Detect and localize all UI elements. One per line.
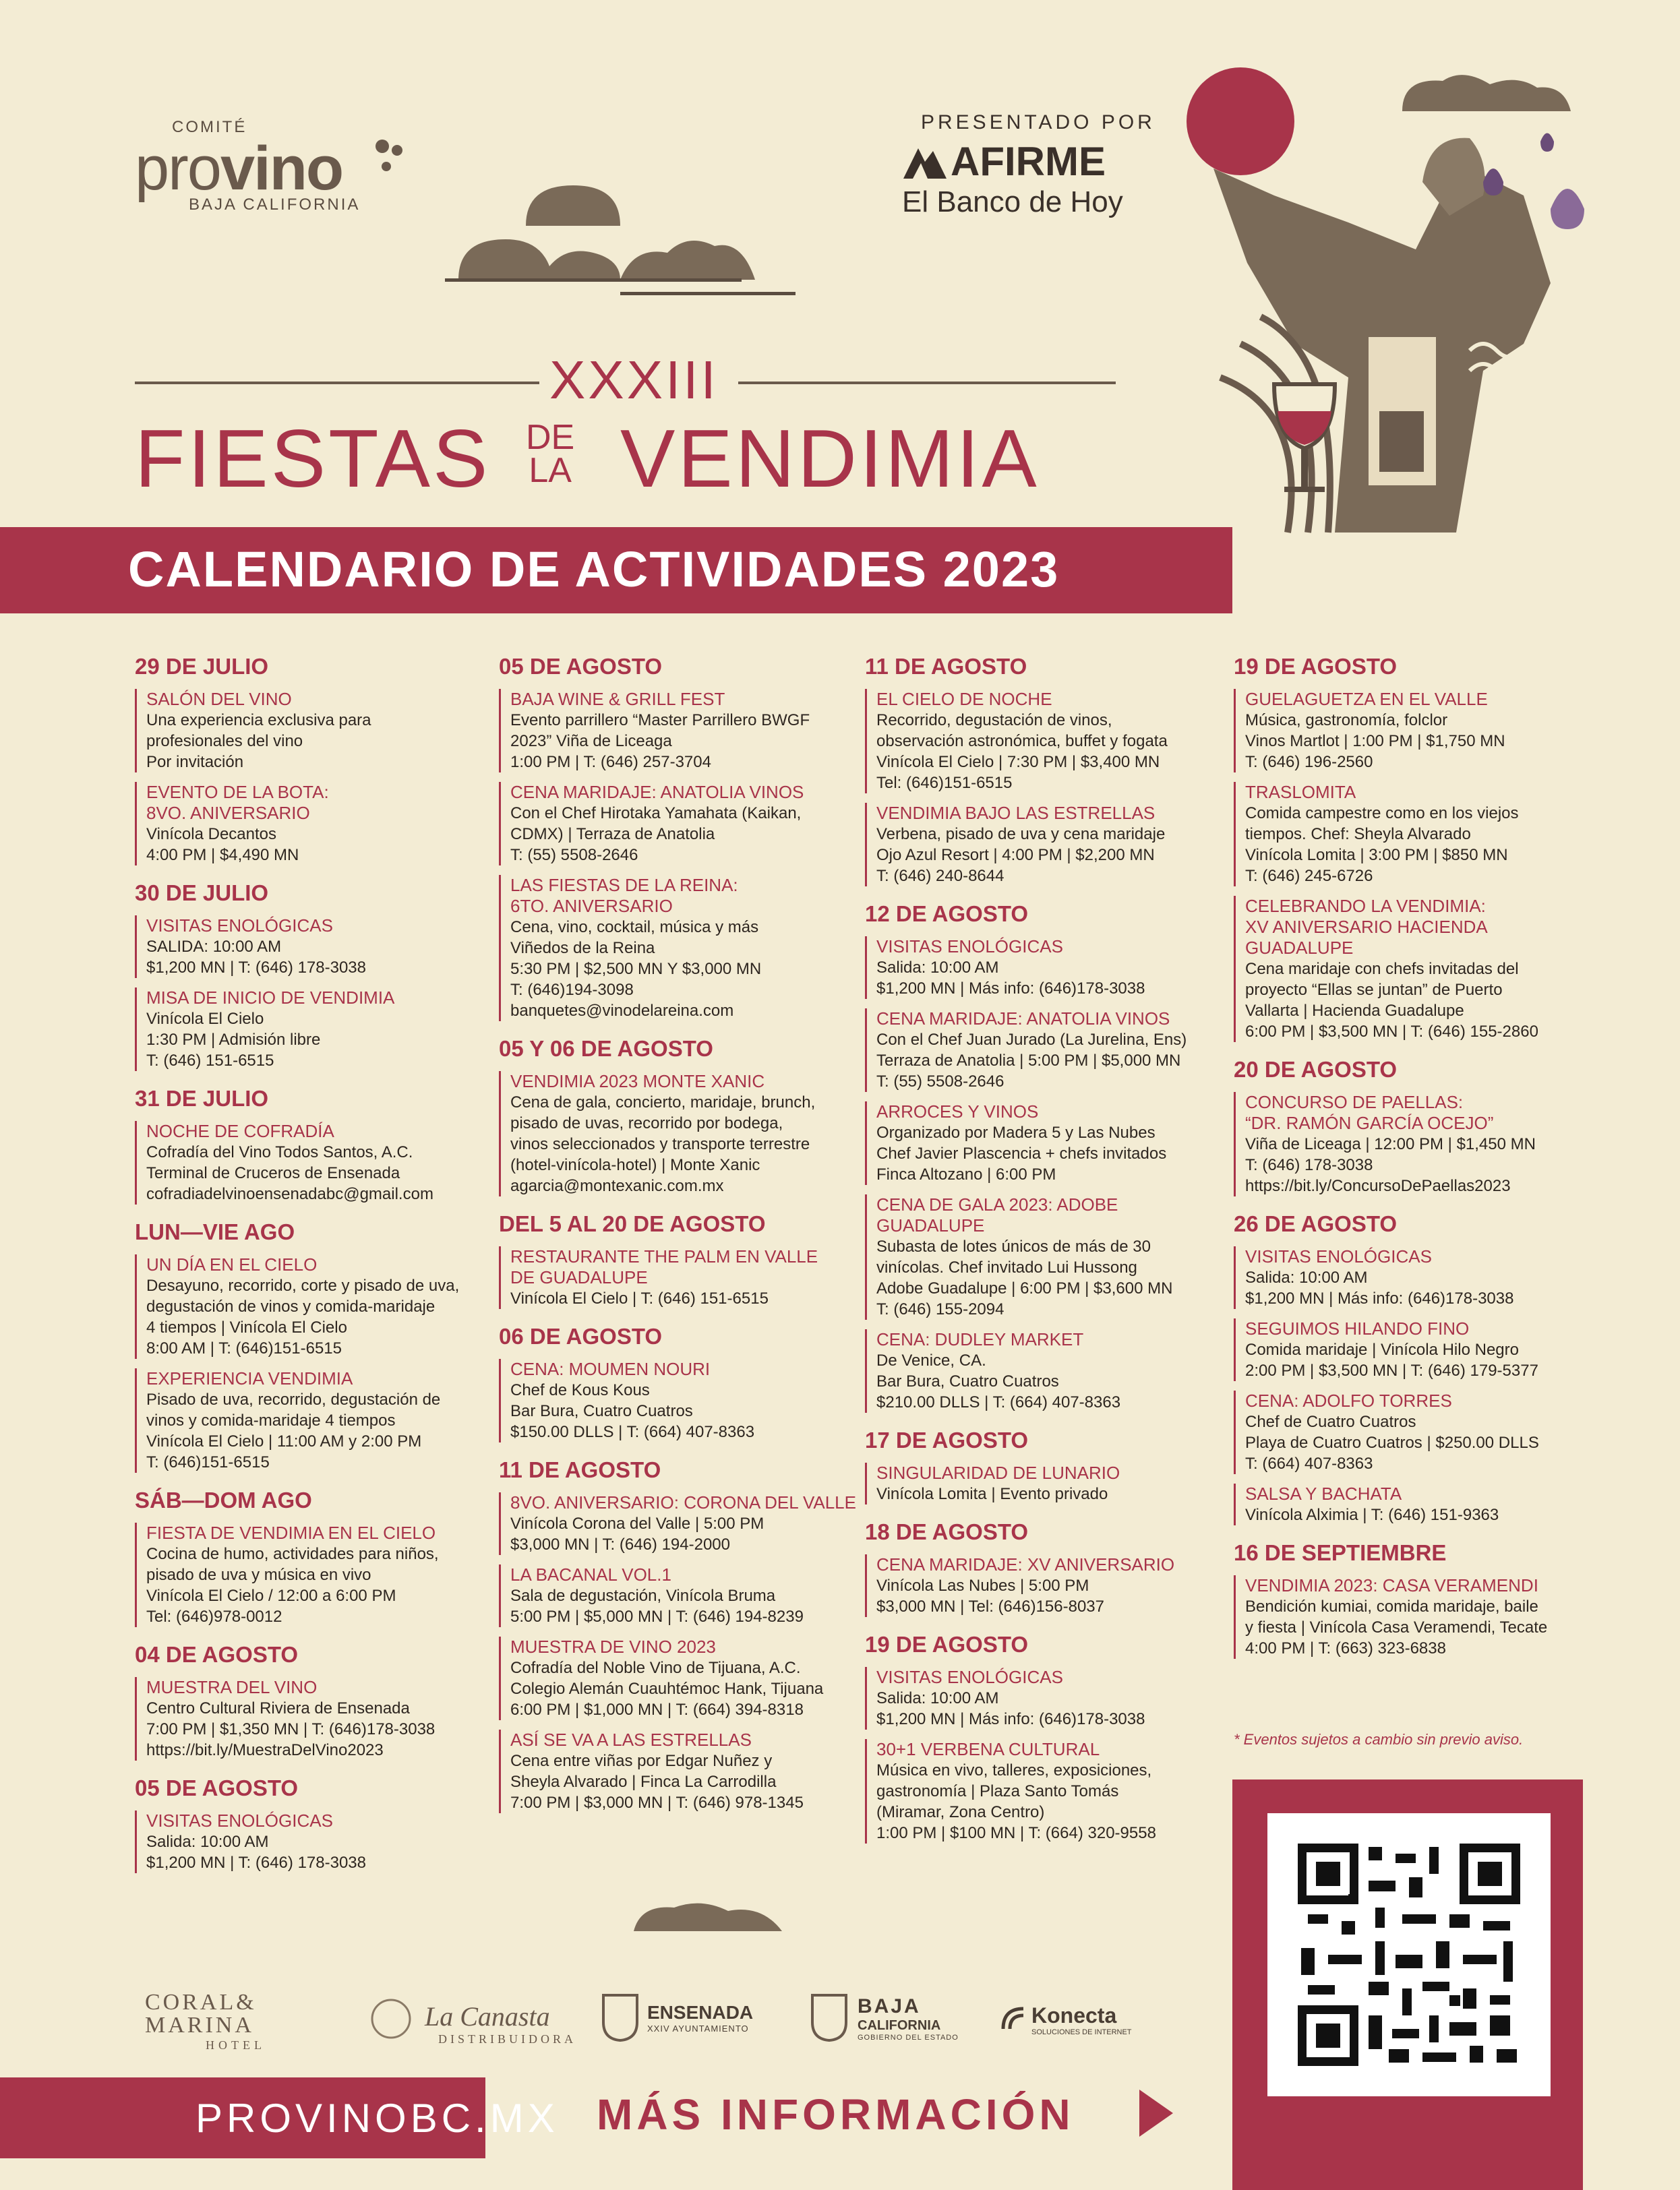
event-detail: Tel: (646)978-0012 — [146, 1608, 282, 1626]
event-detail: CDMX) | Terraza de Anatolia — [510, 825, 715, 843]
event-detail: Adobe Guadalupe | 6:00 PM | $3,600 MN — [876, 1279, 1173, 1298]
event-title: MISA DE INICIO DE VENDIMIA — [146, 987, 395, 1008]
event-item — [865, 1101, 1229, 1185]
event-item — [865, 803, 1229, 886]
event-detail: cofradiadelvinoensenadabc@gmail.com — [146, 1185, 433, 1203]
wine-figure-illustration — [1173, 61, 1604, 546]
event-detail: vinícolas. Chef invitado Lui Hussong — [876, 1258, 1137, 1277]
event-detail: T: (646) 151-6515 — [146, 1052, 274, 1070]
date-heading: 31 DE JULIO — [135, 1086, 269, 1111]
event-detail: Salida: 10:00 AM — [876, 959, 999, 977]
date-heading: 30 DE JULIO — [135, 880, 269, 905]
event-title: BAJA WINE & GRILL FEST — [510, 689, 725, 709]
calendar-column-4 — [1234, 654, 1598, 1674]
sponsor-marina-text: MARINA — [145, 2013, 254, 2038]
event-item — [499, 1564, 863, 1627]
date-block — [865, 901, 1229, 1413]
event-item — [1234, 1391, 1598, 1474]
event-title: DE GUADALUPE — [510, 1267, 648, 1287]
event-detail: Comida maridaje | Vinícola Hilo Negro — [1245, 1341, 1519, 1359]
date-heading: 11 DE AGOSTO — [865, 654, 1027, 679]
event-detail: Finca Altozano | 6:00 PM — [876, 1165, 1056, 1184]
sponsor-konecta-text: Konecta — [1031, 2003, 1117, 2028]
sponsor-coral-marina — [145, 1990, 266, 2052]
event-item — [1234, 1318, 1598, 1381]
event-item — [1234, 689, 1598, 772]
sponsor-baja-california — [858, 1995, 959, 2042]
event-detail: $1,200 MN | Más info: (646)178-3038 — [1245, 1289, 1514, 1308]
calendar-banner-title: CALENDARIO DE ACTIVIDADES 2023 — [128, 541, 1060, 597]
event-item — [865, 1329, 1229, 1413]
event-detail: Salida: 10:00 AM — [876, 1689, 999, 1707]
website-link[interactable]: PROVINOBC.MX — [196, 2096, 559, 2141]
sponsor-coral-text: CORAL& — [145, 1990, 257, 2015]
event-detail: Pisado de uva, recorrido, degustación de — [146, 1391, 441, 1409]
event-item — [865, 1739, 1229, 1844]
event-detail: Verbena, pisado de uva y cena maridaje — [876, 825, 1166, 843]
date-heading: 06 DE AGOSTO — [499, 1324, 663, 1349]
event-item — [499, 1246, 863, 1309]
event-detail: banquetes@vinodelareina.com — [510, 1002, 734, 1020]
event-detail: Bar Bura, Cuatro Cuatros — [510, 1402, 693, 1420]
event-detail: Por invitación — [146, 753, 244, 771]
event-title: SALSA Y BACHATA — [1245, 1484, 1402, 1504]
event-detail: Ojo Azul Resort | 4:00 PM | $2,200 MN — [876, 846, 1155, 864]
event-detail: Vinícola Alximia | T: (646) 151-9363 — [1245, 1506, 1499, 1524]
baja-california-label: BAJA CALIFORNIA — [189, 195, 361, 214]
date-block — [135, 1219, 499, 1473]
event-title: GUADALUPE — [876, 1215, 985, 1236]
event-detail: $150.00 DLLS | T: (664) 407-8363 — [510, 1423, 755, 1441]
event-detail: Bendición kumiai, comida maridaje, baile — [1245, 1598, 1538, 1616]
event-item — [135, 1121, 499, 1205]
event-title: VISITAS ENOLÓGICAS — [146, 1811, 333, 1831]
event-item — [499, 1637, 863, 1720]
event-item — [499, 1071, 863, 1196]
event-detail: https://bit.ly/ConcursoDePaellas2023 — [1245, 1177, 1511, 1195]
event-detail: Comida campestre como en los viejos — [1245, 804, 1519, 822]
date-heading: 16 DE SEPTIEMBRE — [1234, 1540, 1447, 1565]
event-detail: Salida: 10:00 AM — [146, 1833, 269, 1851]
event-detail: 7:00 PM | $3,000 MN | T: (646) 978-1345 — [510, 1794, 804, 1812]
event-title: CONCURSO DE PAELLAS: — [1245, 1092, 1464, 1112]
date-block — [135, 654, 499, 865]
event-detail: Sheyla Alvarado | Finca La Carrodilla — [510, 1773, 777, 1791]
event-title: 8VO. ANIVERSARIO — [146, 803, 310, 823]
title-la: LA — [529, 451, 572, 491]
sponsor-gobierno-text: GOBIERNO DEL ESTADO — [858, 2034, 959, 2042]
event-detail: 4:00 PM | $4,490 MN — [146, 846, 299, 864]
calendar-column-1 — [135, 654, 499, 1888]
event-detail: T: (646) 240-8644 — [876, 867, 1004, 885]
event-item — [865, 1554, 1229, 1617]
event-detail: agarcia@montexanic.com.mx — [510, 1177, 724, 1195]
event-title: VISITAS ENOLÓGICAS — [876, 1667, 1063, 1687]
date-block — [135, 1488, 499, 1627]
event-detail: degustación de vinos y comida-maridaje — [146, 1298, 436, 1316]
provino-logo-a: pro — [135, 134, 220, 203]
event-detail: 2:00 PM | $3,500 MN | T: (646) 179-5377 — [1245, 1362, 1538, 1380]
date-block — [499, 1211, 863, 1309]
event-detail: Vallarta | Hacienda Guadalupe — [1245, 1002, 1464, 1020]
event-detail: $1,200 MN | T: (646) 178-3038 — [146, 959, 366, 977]
event-detail: tiempos. Chef: Sheyla Alvarado — [1245, 825, 1471, 843]
event-detail: Cena maridaje con chefs invitadas del — [1245, 960, 1519, 978]
date-heading: 04 DE AGOSTO — [135, 1642, 299, 1667]
event-title: 6TO. ANIVERSARIO — [510, 896, 673, 916]
event-detail: Colegio Alemán Cuauhtémoc Hank, Tijuana — [510, 1680, 824, 1698]
date-block — [499, 1036, 863, 1196]
sponsor-ayuntamiento-text: XXIV AYUNTAMIENTO — [647, 2024, 749, 2034]
event-detail: Chef Javier Plascencia + chefs invitados — [876, 1145, 1167, 1163]
event-item — [499, 1359, 863, 1442]
event-title: XV ANIVERSARIO HACIENDA GUADALUPE — [1245, 917, 1487, 958]
afirme-logo: AFIRME — [951, 139, 1106, 184]
event-detail: Centro Cultural Riviera de Ensenada — [146, 1699, 410, 1717]
event-detail: gastronomía | Plaza Santo Tomás — [876, 1782, 1119, 1800]
event-detail: Chef de Cuatro Cuatros — [1245, 1413, 1416, 1431]
event-detail: $210.00 DLLS | T: (664) 407-8363 — [876, 1393, 1121, 1411]
qr-code[interactable] — [1267, 1813, 1551, 2096]
event-detail: Cena entre viñas por Edgar Nuñez y — [510, 1752, 773, 1770]
event-title: EXPERIENCIA VENDIMIA — [146, 1368, 353, 1389]
event-detail: T: (55) 5508-2646 — [510, 846, 638, 864]
title-de: DE — [526, 418, 575, 457]
event-detail: Terminal de Cruceros de Ensenada — [146, 1164, 400, 1182]
event-title: SALÓN DEL VINO — [146, 689, 292, 709]
event-detail: Vinícola Las Nubes | 5:00 PM — [876, 1577, 1089, 1595]
event-title: ASÍ SE VA A LAS ESTRELLAS — [510, 1730, 752, 1750]
event-item — [135, 1254, 499, 1359]
date-heading: SÁB—DOM AGO — [135, 1488, 312, 1513]
event-detail: 5:00 PM | $5,000 MN | T: (646) 194-8239 — [510, 1608, 804, 1626]
event-title: CELEBRANDO LA VENDIMIA: — [1245, 896, 1486, 916]
event-detail: 1:00 PM | T: (646) 257-3704 — [510, 753, 711, 771]
event-title: CENA: ADOLFO TORRES — [1245, 1391, 1452, 1411]
event-detail: Vinícola Lomita | Evento privado — [876, 1485, 1108, 1503]
event-detail: Música, gastronomía, folclor — [1245, 711, 1448, 729]
event-title: EVENTO DE LA BOTA: — [146, 782, 329, 802]
event-title: LAS FIESTAS DE LA REINA: — [510, 875, 738, 895]
event-detail: T: (55) 5508-2646 — [876, 1072, 1004, 1091]
sponsor-california-text: CALIFORNIA — [858, 2018, 941, 2033]
event-detail: T: (646) 155-2094 — [876, 1300, 1004, 1318]
event-detail: Vinícola El Cielo | 7:30 PM | $3,400 MN — [876, 753, 1160, 771]
event-detail: 6:00 PM | $1,000 MN | T: (664) 394-8318 — [510, 1701, 804, 1719]
event-title: CENA DE GALA 2023: ADOBE — [876, 1194, 1118, 1215]
date-heading: 12 DE AGOSTO — [865, 901, 1029, 926]
event-title: VENDIMIA 2023 MONTE XANIC — [510, 1071, 765, 1091]
event-detail: Con el Chef Hirotaka Yamahata (Kaikan, — [510, 804, 802, 822]
event-item — [865, 936, 1229, 999]
event-detail: 6:00 PM | $3,500 MN | T: (646) 155-2860 — [1245, 1023, 1538, 1041]
presentado-por-label: PRESENTADO POR — [921, 111, 1156, 133]
event-title: TRASLOMITA — [1245, 782, 1356, 802]
event-detail: Vinícola Decantos — [146, 825, 277, 843]
sponsor-la-canasta — [425, 2001, 576, 2046]
event-detail: Subasta de lotes únicos de más de 30 — [876, 1238, 1151, 1256]
date-block — [499, 654, 863, 1021]
event-item — [499, 689, 863, 772]
event-title: 8VO. ANIVERSARIO: CORONA DEL VALLE — [510, 1492, 856, 1513]
event-detail: Vinícola Corona del Valle | 5:00 PM — [510, 1515, 764, 1533]
event-detail: Cofradía del Vino Todos Santos, A.C. — [146, 1143, 413, 1161]
event-item — [1234, 1575, 1598, 1659]
event-item — [865, 1194, 1229, 1320]
calendar-banner — [0, 527, 1232, 613]
website-bar[interactable] — [0, 2077, 559, 2158]
event-item — [1234, 1092, 1598, 1196]
event-title: MUESTRA DEL VINO — [146, 1677, 318, 1697]
event-detail: Viña de Liceaga | 12:00 PM | $1,450 MN — [1245, 1135, 1536, 1153]
event-detail: T: (646)151-6515 — [146, 1453, 270, 1471]
event-detail: Tel: (646)151-6515 — [876, 774, 1013, 792]
sponsor-konecta-sub: SOLUCIONES DE INTERNET — [1031, 2028, 1132, 2036]
event-detail: observación astronómica, buffet y fogata — [876, 732, 1168, 750]
event-detail: 4:00 PM | T: (663) 323-6838 — [1245, 1639, 1446, 1657]
event-item — [135, 915, 499, 978]
event-detail: (Miramar, Zona Centro) — [876, 1803, 1045, 1821]
event-item — [1234, 1246, 1598, 1309]
event-detail: Una experiencia exclusiva para — [146, 711, 371, 729]
event-detail: 1:30 PM | Admisión libre — [146, 1031, 321, 1049]
event-detail: T: (646) 245-6726 — [1245, 867, 1373, 885]
event-title: EL CIELO DE NOCHE — [876, 689, 1052, 709]
event-detail: vinos seleccionados y transporte terrestre — [510, 1135, 810, 1153]
event-title: VENDIMIA 2023: CASA VERAMENDI — [1245, 1575, 1538, 1595]
event-item — [865, 1667, 1229, 1730]
event-detail: Vinícola Lomita | 3:00 PM | $850 MN — [1245, 846, 1508, 864]
event-detail: T: (646) 178-3038 — [1245, 1156, 1373, 1174]
event-item — [135, 1523, 499, 1627]
event-title: CENA MARIDAJE: ANATOLIA VINOS — [510, 782, 804, 802]
date-heading: 19 DE AGOSTO — [865, 1632, 1029, 1657]
sponsor-distribuidora-text: DISTRIBUIDORA — [438, 2032, 577, 2046]
event-title: FIESTA DE VENDIMIA EN EL CIELO — [146, 1523, 436, 1543]
date-block — [1234, 1540, 1598, 1659]
event-title: GUELAGUETZA EN EL VALLE — [1245, 689, 1488, 709]
event-title: 30+1 VERBENA CULTURAL — [876, 1739, 1100, 1759]
event-item — [135, 1677, 499, 1761]
date-block — [865, 1428, 1229, 1504]
ensenada-shield-icon — [600, 1992, 640, 2042]
event-detail: Desayuno, recorrido, corte y pisado de uva, — [146, 1277, 460, 1295]
wood-cloud-small-illustration — [620, 1901, 809, 1935]
event-item — [135, 689, 499, 772]
event-detail: https://bit.ly/MuestraDelVino2023 — [146, 1741, 384, 1759]
date-block — [865, 1519, 1229, 1617]
event-detail: $1,200 MN | T: (646) 178-3038 — [146, 1854, 366, 1872]
event-detail: (hotel-vinícola-hotel) | Monte Xanic — [510, 1156, 760, 1174]
event-item — [135, 782, 499, 865]
event-item — [499, 782, 863, 865]
date-heading: DEL 5 AL 20 DE AGOSTO — [499, 1211, 766, 1236]
event-detail: Vinos Martlot | 1:00 PM | $1,750 MN — [1245, 732, 1505, 750]
event-title: UN DÍA EN EL CIELO — [146, 1254, 318, 1275]
event-detail: Chef de Kous Kous — [510, 1381, 650, 1399]
event-detail: Sala de degustación, Vinícola Bruma — [510, 1587, 776, 1605]
event-detail: Organizado por Madera 5 y Las Nubes — [876, 1124, 1156, 1142]
event-item — [865, 1008, 1229, 1092]
more-info-label[interactable]: MÁS INFORMACIÓN — [597, 2090, 1075, 2139]
date-block — [135, 880, 499, 1071]
date-heading: 05 DE AGOSTO — [135, 1775, 299, 1800]
event-detail: De Venice, CA. — [876, 1351, 986, 1370]
sponsor-ensenada-text: ENSENADA — [647, 2002, 754, 2023]
event-detail: Cena, vino, cocktail, música y más — [510, 918, 759, 936]
date-heading: 20 DE AGOSTO — [1234, 1057, 1398, 1082]
event-title: VENDIMIA BAJO LAS ESTRELLAS — [876, 803, 1156, 823]
event-title: CENA MARIDAJE: ANATOLIA VINOS — [876, 1008, 1170, 1029]
change-notice: * Eventos sujetos a cambio sin previo aviso. — [1234, 1731, 1524, 1748]
event-title: SEGUIMOS HILANDO FINO — [1245, 1318, 1470, 1339]
event-detail: Música en vivo, talleres, exposiciones, — [876, 1761, 1152, 1780]
sponsor-baja-text: BAJA — [858, 1995, 921, 2017]
event-title: CENA MARIDAJE: XV ANIVERSARIO — [876, 1554, 1175, 1575]
event-detail: 1:00 PM | $100 MN | T: (664) 320-9558 — [876, 1824, 1156, 1842]
event-detail: Evento parrillero “Master Parrillero BWGF — [510, 711, 810, 729]
event-detail: Salida: 10:00 AM — [1245, 1269, 1368, 1287]
sponsor-ensenada — [647, 2002, 753, 2034]
event-title: VISITAS ENOLÓGICAS — [876, 936, 1063, 956]
event-detail: Recorrido, degustación de vinos, — [876, 711, 1112, 729]
event-detail: profesionales del vino — [146, 732, 303, 750]
event-detail: 7:00 PM | $1,350 MN | T: (646)178-3038 — [146, 1720, 436, 1738]
event-item — [135, 1811, 499, 1873]
event-detail: 2023” Viña de Liceaga — [510, 732, 672, 750]
title-fiestas: FIESTAS — [135, 413, 491, 504]
event-detail: pisado de uvas, recorrido por bodega, — [510, 1114, 783, 1132]
event-item — [135, 1368, 499, 1473]
sponsor-canasta-text: La Canasta — [425, 2001, 550, 2032]
event-title: ARROCES Y VINOS — [876, 1101, 1039, 1122]
date-block — [135, 1775, 499, 1873]
date-heading: 19 DE AGOSTO — [1234, 654, 1398, 679]
title-de-la — [526, 418, 575, 491]
event-detail: vinos y comida-maridaje 4 tiempos — [146, 1411, 396, 1430]
date-heading: 05 Y 06 DE AGOSTO — [499, 1036, 713, 1061]
baja-california-shield-icon — [809, 1992, 849, 2042]
sponsor-konecta — [1031, 2003, 1132, 2036]
event-title: “DR. RAMÓN GARCÍA OCEJO” — [1245, 1113, 1494, 1133]
comite-label: COMITÉ — [172, 118, 247, 136]
event-title: LA BACANAL VOL.1 — [510, 1564, 671, 1585]
qr-code-icon — [1267, 1813, 1551, 2096]
event-item — [865, 1463, 1229, 1504]
event-detail: Playa de Cuatro Cuatros | $250.00 DLLS — [1245, 1434, 1539, 1452]
event-item — [499, 1730, 863, 1813]
event-detail: SALIDA: 10:00 AM — [146, 938, 282, 956]
date-block — [865, 654, 1229, 886]
provino-logo — [135, 133, 342, 204]
event-title: SINGULARIDAD DE LUNARIO — [876, 1463, 1120, 1483]
konecta-signal-icon — [996, 1999, 1030, 2032]
date-heading: 05 DE AGOSTO — [499, 654, 663, 679]
event-item — [1234, 782, 1598, 886]
title-rule-right — [738, 382, 1116, 384]
event-detail: proyecto “Ellas se juntan” de Puerto — [1245, 981, 1503, 999]
calendar-column-2 — [499, 654, 863, 1828]
event-item — [135, 987, 499, 1071]
date-block — [1234, 654, 1598, 1042]
wood-cloud-illustration — [418, 172, 809, 300]
event-title: VISITAS ENOLÓGICAS — [146, 915, 333, 936]
calendar-column-3 — [865, 654, 1229, 1858]
event-detail: $1,200 MN | Más info: (646)178-3038 — [876, 979, 1145, 998]
date-block — [1234, 1211, 1598, 1525]
title-rule-left — [135, 382, 539, 384]
date-heading: 26 DE AGOSTO — [1234, 1211, 1398, 1236]
event-detail: Cena de gala, concierto, maridaje, brunch, — [510, 1093, 816, 1112]
event-title: NOCHE DE COFRADÍA — [146, 1121, 334, 1141]
event-item — [499, 1492, 863, 1555]
event-detail: Vinícola El Cielo — [146, 1010, 264, 1028]
event-title: CENA: DUDLEY MARKET — [876, 1329, 1084, 1349]
event-detail: Bar Bura, Cuatro Cuatros — [876, 1372, 1059, 1391]
event-detail: Cofradía del Noble Vino de Tijuana, A.C. — [510, 1659, 801, 1677]
date-block — [135, 1642, 499, 1761]
event-detail: $3,000 MN | T: (646) 194-2000 — [510, 1535, 730, 1554]
event-detail: 5:30 PM | $2,500 MN Y $3,000 MN — [510, 960, 762, 978]
event-detail: pisado de uva y música en vivo — [146, 1566, 371, 1584]
canasta-emblem-icon — [371, 1995, 411, 2042]
event-detail: Vinícola El Cielo | 11:00 AM y 2:00 PM — [146, 1432, 422, 1451]
date-heading: 29 DE JULIO — [135, 654, 269, 679]
date-heading: 11 DE AGOSTO — [499, 1457, 661, 1482]
date-block — [865, 1632, 1229, 1844]
event-detail: Cocina de humo, actividades para niños, — [146, 1545, 439, 1563]
event-title: VISITAS ENOLÓGICAS — [1245, 1246, 1432, 1267]
event-detail: $1,200 MN | Más info: (646)178-3038 — [876, 1710, 1145, 1728]
date-block — [499, 1457, 863, 1813]
event-detail: T: (646) 196-2560 — [1245, 753, 1373, 771]
event-detail: Vinícola El Cielo / 12:00 a 6:00 PM — [146, 1587, 396, 1605]
event-item — [1234, 1484, 1598, 1525]
event-title: MUESTRA DE VINO 2023 — [510, 1637, 716, 1657]
event-detail: Terraza de Anatolia | 5:00 PM | $5,000 MN — [876, 1052, 1181, 1070]
event-detail: T: (646)194-3098 — [510, 981, 634, 999]
event-detail: 4 tiempos | Vinícola El Cielo — [146, 1318, 347, 1337]
event-title: CENA: MOUMEN NOURI — [510, 1359, 711, 1379]
event-item — [499, 875, 863, 1021]
provino-grape-icon — [374, 138, 408, 179]
event-detail: $3,000 MN | Tel: (646)156-8037 — [876, 1598, 1105, 1616]
event-detail: y fiesta | Vinícola Casa Veramendi, Tecate — [1245, 1618, 1548, 1637]
event-detail: 8:00 AM | T: (646)151-6515 — [146, 1339, 342, 1358]
event-item — [865, 689, 1229, 793]
date-heading: 18 DE AGOSTO — [865, 1519, 1029, 1544]
event-detail: Viñedos de la Reina — [510, 939, 655, 957]
date-block — [1234, 1057, 1598, 1196]
event-item — [1234, 896, 1598, 1042]
edition-number: XXXIII — [549, 350, 719, 410]
event-title: RESTAURANTE THE PALM EN VALLE — [510, 1246, 818, 1267]
arrow-right-icon[interactable] — [1139, 2090, 1173, 2137]
provino-logo-b: vino — [220, 134, 343, 203]
afirme-tagline: El Banco de Hoy — [902, 185, 1123, 218]
date-block — [499, 1324, 863, 1442]
date-heading: 17 DE AGOSTO — [865, 1428, 1029, 1453]
event-detail: Vinícola El Cielo | T: (646) 151-6515 — [510, 1289, 769, 1308]
sponsor-hotel-text: HOTEL — [206, 2038, 266, 2052]
date-block — [135, 1086, 499, 1205]
afirme-mountain-icon — [903, 142, 947, 182]
event-detail: Con el Chef Juan Jurado (La Jurelina, Ens) — [876, 1031, 1187, 1049]
event-detail: T: (664) 407-8363 — [1245, 1455, 1373, 1473]
date-heading: LUN—VIE AGO — [135, 1219, 295, 1244]
title-vendimia: VENDIMIA — [620, 413, 1040, 504]
